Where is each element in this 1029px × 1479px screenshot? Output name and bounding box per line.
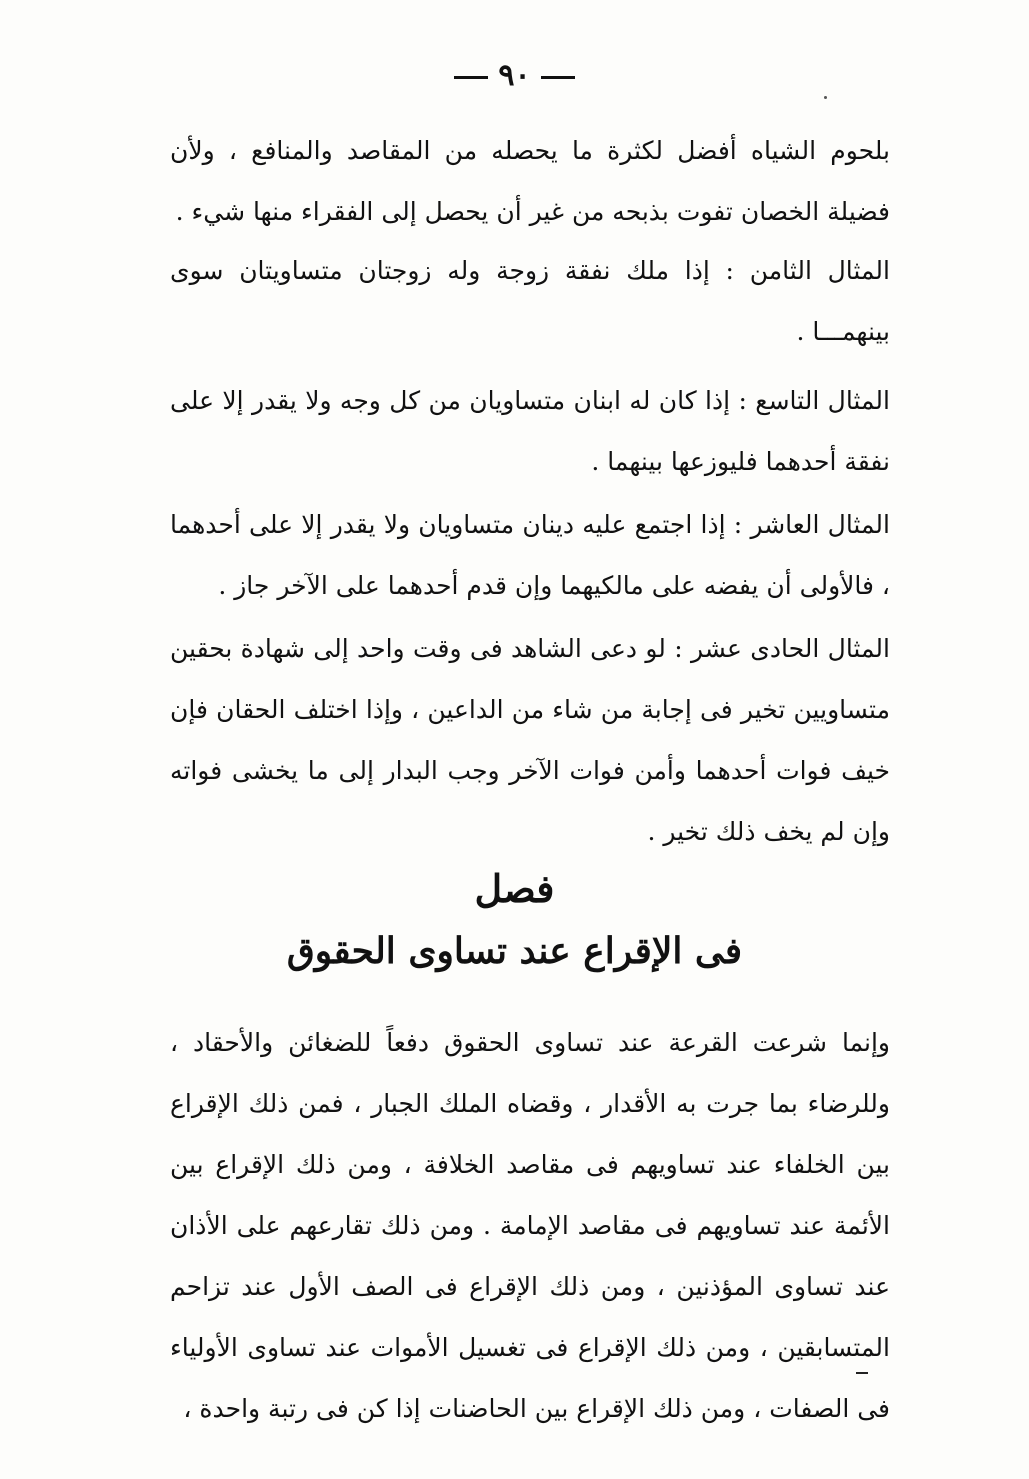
page-number-value: ٩٠ xyxy=(498,58,531,93)
paragraph-1 xyxy=(170,120,890,242)
paragraph-4 xyxy=(170,494,890,616)
paragraph-5 xyxy=(170,618,890,862)
section-subtitle: فى الإقراع عند تساوى الحقوق xyxy=(286,930,743,972)
section-paragraph xyxy=(170,1012,890,1439)
bottom-mark xyxy=(856,1372,868,1374)
paragraph-text: المثال التاسع : إذا كان له ابنان متساويان من كل وجه ولا يقدر إلا على نفقة أحدهما فليوزعها بينهما . xyxy=(170,386,890,476)
paragraph-3 xyxy=(170,370,890,492)
paragraph-text: المثال الحادى عشر : لو دعى الشاهد فى وقت واحد إلى شهادة بحقين متساويين تخير فى إجابة من شاء من الداعين ، وإذا اختلف الحقان فإن خيف فوات أحدهما وأمن فوات الآخر وجب البدار إلى ما يخشى فواته وإن لم يخف ذلك تخير . xyxy=(170,634,890,846)
scan-speck xyxy=(824,96,827,99)
paragraph-text: بلحوم الشياه أفضل لكثرة ما يحصله من المقاصد والمنافع ، ولأن فضيلة الخصان تفوت بذبحه من غير أن يحصل إلى الفقراء منها شيء . xyxy=(170,136,890,226)
page-number xyxy=(0,58,1029,93)
paragraph-text: المثال الثامن : إذا ملك نفقة زوجة وله زوجتان متساويتان سوى بينهمـــا . xyxy=(170,256,890,346)
paragraph-text: وإنما شرعت القرعة عند تساوى الحقوق دفعاً للضغائن والأحقاد ، وللرضاء بما جرت به الأقدار ، وقضاه الملك الجبار ، فمن ذلك الإقراع بين الخلفاء عند تساويهم فى مقاصد الخلافة ، ومن ذلك الإقراع بين الأئمة عند تساويهم فى مقاصد الإمامة . ومن ذلك تقارعهم على الأذان عند تساوى المؤذنين ، ومن ذلك الإقراع فى الصف الأول عند تزاحم المتسابقين ، ومن ذلك الإقراع فى تغسيل الأموات عند تساوى الأولياء فى الصفات ، ومن ذلك الإقراع بين الحاضنات إذا كن فى رتبة واحدة ، xyxy=(170,1028,890,1423)
paragraph-text: المثال العاشر : إذا اجتمع عليه دينان متساويان ولا يقدر إلا على أحدهما ، فالأولى أن يفضه على مالكيهما وإن قدم أحدهما على الآخر جاز . xyxy=(170,510,890,600)
page-number-dash-left xyxy=(454,76,488,79)
page-number-dash-right xyxy=(541,76,575,79)
section-title: فصل xyxy=(474,866,555,911)
paragraph-2 xyxy=(170,240,890,362)
